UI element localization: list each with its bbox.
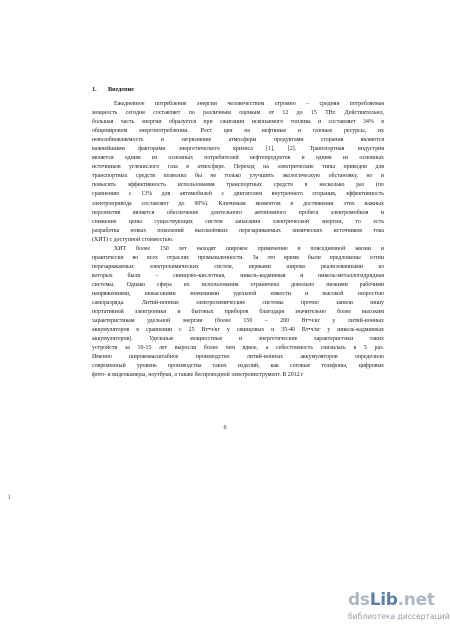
dslib-watermark[interactable] [348,590,448,634]
text-line: большая часть энергии образуется при сжигании ископаемого топлива и составляет 34% в [92,119,384,126]
text-line: невозобновляемость и загрязнение атмосферы продуктами сгорания являются [92,137,384,144]
text-line: устройств за 10-15 лет выросли более чем вдвое, а себестоимость снизилась в 5 раз. [92,345,384,352]
text-line: Именно широкомасштабное производство литий-ионных аккумуляторов определило [92,354,384,361]
text-line: (ХИТ) с доступной стоимостью. [92,236,174,243]
margin-mark: ı [8,491,11,501]
text-line: портативной электроники и бытовых приборов благодаря значительно более высоким [92,309,384,316]
text-line: сравнению с 13% для автомобилей с двигателем внутреннего сгорания, эффективность [92,191,384,198]
text-line: электропривода составляет до 90%). Ключевым моментом в достижении этих важных [92,200,384,207]
text-line: является одним из основных потребителей нефтепродуктов и одним из основных [92,155,384,162]
text-line: разработка новых поколений высокоёмких перезаряжаемых химических источников тока [92,227,384,234]
text-line: фото- и видеокамеры, ноутбуки, а также беспроводной электроинструмент. В 2012 г [92,372,304,379]
text-line: транспортных средств позволил бы не только улучшить экологическую обстановку, но и [92,173,384,180]
text-line: повысить эффективность использования транспортных средств в несколько раз (по [92,182,384,189]
text-line: аккумуляторов). Удельные мощностные и энергетические характеристики таких [92,336,384,343]
text-line: мощность сегодня составляет по различным оценкам от 12 до 15 ТВт. Действительно, [92,110,384,117]
logo-part-lib: Lib [369,590,398,610]
text-line: характеристикам удельной энергии (более 150 – 200 Вт•ч/кг у литий-ионных [92,318,384,325]
logo-part-net: .net [397,590,435,610]
section-number: 1. [92,86,97,93]
section-title: Введение [108,86,134,93]
text-line: системы. Однако сфера их использования ограничена довольно низкими рабочими [92,281,384,288]
text-line: источников углекислого газа в атмосфере. Переход на электрические типы приводов для [92,164,384,171]
text-line: общемировом энергопотреблении. Рост цен на нефтяные и газовые ресурсы, их [92,128,384,135]
text-line: практически во всех отраслях промышленности. За это время были предложены сотни [92,254,384,261]
text-line: перезаряжаемых электрохимических систем, первыми широко реализованными из [92,263,384,270]
text-line: современный уровень производства таких изделий, как сотовые телефоны, цифровые [92,363,384,370]
watermark-tagline: библиотека диссертаций [348,612,450,621]
text-line: важнейшими факторами энергетического кризиса [1], [2]. Транспортная индустрия [92,146,384,153]
text-line: которых были – свинцово-кислотная, никель-кадмиевая и никель-металлогидридная [92,272,384,279]
text-line: аккумуляторов в сравнении с 25 Вт•ч/кг у свинцовых и 35-40 Вт•ч/кг у никель-кадмиевых [92,327,384,334]
text-line: снижение цены существующих систем запасания электрической энергии, то есть [92,218,384,225]
text-line: ХИТ более 150 лет находят широкое применение в повседневной жизни и [114,245,384,252]
page-number: 6 [223,424,227,431]
text-line: Ежедневное потребление энергии человечеством огромно – средняя потребляемая [114,101,384,107]
body-text [92,100,384,380]
dslib-logo [348,590,435,610]
section-heading [92,86,134,93]
text-line: перспектив является обеспечение длительного автономного пробега электромобиля и [92,209,384,216]
text-line: саморазряда. Литий-ионные электрохимические системы прочно заняли нишу [92,300,384,307]
text-line: напряжениями, невысокими значениями удельной емкости и высокой скоростью [92,290,384,297]
logo-part-ds: ds [348,590,370,610]
